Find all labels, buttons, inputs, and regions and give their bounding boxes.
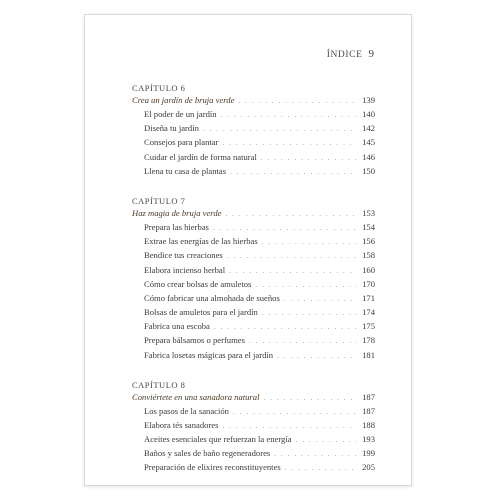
- toc-entry: [132, 122, 375, 136]
- entry-text: Elabora tés sanadores: [144, 419, 219, 430]
- page-number: 9: [368, 48, 374, 60]
- toc-entry: [132, 221, 375, 235]
- entry-text: Consejos para plantar: [144, 137, 219, 148]
- entry-page: 188: [362, 419, 375, 430]
- toc-entry: [132, 165, 375, 179]
- entry-page: 175: [362, 321, 375, 332]
- toc-entry: [132, 349, 375, 363]
- dot-leader: [274, 448, 357, 461]
- toc-entry: [132, 320, 375, 334]
- dot-leader: [222, 137, 357, 150]
- entry-text: Los pasos de la sanación: [144, 405, 229, 416]
- entry-page: 199: [362, 448, 375, 459]
- toc-entry: [132, 151, 375, 165]
- toc-entry: [132, 405, 375, 419]
- entry-page: 187: [362, 405, 375, 416]
- dot-leader: [261, 152, 357, 165]
- chapter-label: CAPÍTULO 8: [132, 379, 186, 390]
- chapter-7: [132, 196, 375, 363]
- entry-text: Extrae las energías de las hierbas: [144, 236, 258, 247]
- entry-page: 160: [362, 264, 375, 275]
- toc-entry: [132, 264, 375, 278]
- chapter-6: [132, 83, 375, 179]
- dot-leader: [233, 406, 357, 419]
- toc-entry: [132, 461, 375, 475]
- chapter-title: Conviértete en una sanadora natural: [132, 391, 260, 402]
- dot-leader: [214, 321, 357, 334]
- dot-leader: [285, 462, 357, 475]
- chapter-title: Haz magia de bruja verde: [132, 207, 222, 218]
- chapter-title-row: [132, 94, 375, 108]
- entry-page: 158: [362, 250, 375, 261]
- entry-page: 181: [362, 349, 375, 360]
- toc-entry: [132, 292, 375, 306]
- toc-entry: [132, 249, 375, 263]
- dot-leader: [238, 95, 357, 108]
- entry-text: Fabrica losetas mágicas para el jardín: [144, 349, 274, 360]
- entry-page: 145: [362, 137, 375, 148]
- entry-text: Aceites esenciales que refuerzan la energía: [144, 434, 292, 445]
- entry-text: Prepara las hierbas: [144, 222, 209, 233]
- dot-leader: [229, 265, 357, 278]
- toc-entry: [132, 136, 375, 150]
- entry-page: 170: [362, 278, 375, 289]
- dot-leader: [227, 250, 357, 263]
- dot-leader: [213, 222, 357, 235]
- chapter-label: CAPÍTULO 7: [132, 195, 186, 206]
- entry-text: Cómo crear bolsas de amuletos: [144, 278, 252, 289]
- entry-text: Cuidar el jardín de forma natural: [144, 151, 257, 162]
- dot-leader: [255, 279, 357, 292]
- chapter-page: 139: [362, 95, 375, 105]
- dot-leader: [249, 335, 357, 348]
- toc-entry: [132, 235, 375, 249]
- entry-page: 156: [362, 236, 375, 247]
- header-title: ÍNDICE: [326, 50, 363, 60]
- chapter-8: [132, 380, 375, 476]
- chapter-label: CAPÍTULO 6: [132, 83, 186, 93]
- toc-entry: [132, 334, 375, 348]
- entry-text: Baños y sales de baño regeneradores: [144, 448, 271, 459]
- dot-leader: [203, 123, 357, 136]
- entry-page: 174: [362, 307, 375, 318]
- table-of-contents: [132, 83, 375, 493]
- entry-text: Bolsas de amuletos para el jardín: [144, 307, 258, 318]
- dot-leader: [262, 236, 357, 249]
- toc-entry: [132, 419, 375, 433]
- entry-text: Fabrica una escoba: [144, 321, 210, 332]
- toc-entry: [132, 278, 375, 292]
- entry-page: 178: [362, 335, 375, 346]
- dot-leader: [263, 392, 357, 405]
- dot-leader: [225, 208, 357, 221]
- dot-leader: [222, 420, 357, 433]
- dot-leader: [221, 109, 357, 122]
- entry-page: 171: [362, 292, 375, 303]
- running-header: [327, 48, 374, 60]
- entry-text: El poder de un jardín: [144, 109, 217, 120]
- dot-leader: [262, 307, 357, 320]
- entry-page: 150: [362, 165, 375, 176]
- entry-text: Elabora incienso herbal: [144, 264, 226, 275]
- dot-leader: [284, 293, 357, 306]
- chapter-title: Crea un jardín de bruja verde: [132, 95, 235, 105]
- chapter-title-row: [132, 207, 375, 221]
- entry-text: Llena tu casa de plantas: [144, 165, 227, 176]
- entry-text: Cómo fabricar una almohada de sueños: [144, 292, 280, 303]
- entry-page: 142: [362, 123, 375, 134]
- entry-page: 205: [362, 462, 375, 473]
- entry-text: Preparación de elixires reconstituyentes: [144, 462, 281, 473]
- toc-entry: [132, 306, 375, 320]
- chapter-title-row: [132, 391, 375, 405]
- book-page: [85, 15, 411, 485]
- entry-text: Bendice tus creaciones: [144, 250, 223, 261]
- chapter-page: 153: [362, 207, 375, 218]
- entry-text: Diseña tu jardín: [144, 123, 199, 134]
- entry-page: 154: [362, 222, 375, 233]
- toc-entry: [132, 108, 375, 122]
- dot-leader: [296, 434, 357, 447]
- entry-page: 193: [362, 434, 375, 445]
- toc-entry: [132, 433, 375, 447]
- dot-leader: [230, 166, 357, 179]
- chapter-page: 187: [362, 391, 375, 402]
- toc-entry: [132, 447, 375, 461]
- entry-text: Prepara bálsamos o perfumes: [144, 335, 245, 346]
- dot-leader: [277, 350, 357, 363]
- entry-page: 140: [362, 109, 375, 120]
- entry-page: 146: [362, 151, 375, 162]
